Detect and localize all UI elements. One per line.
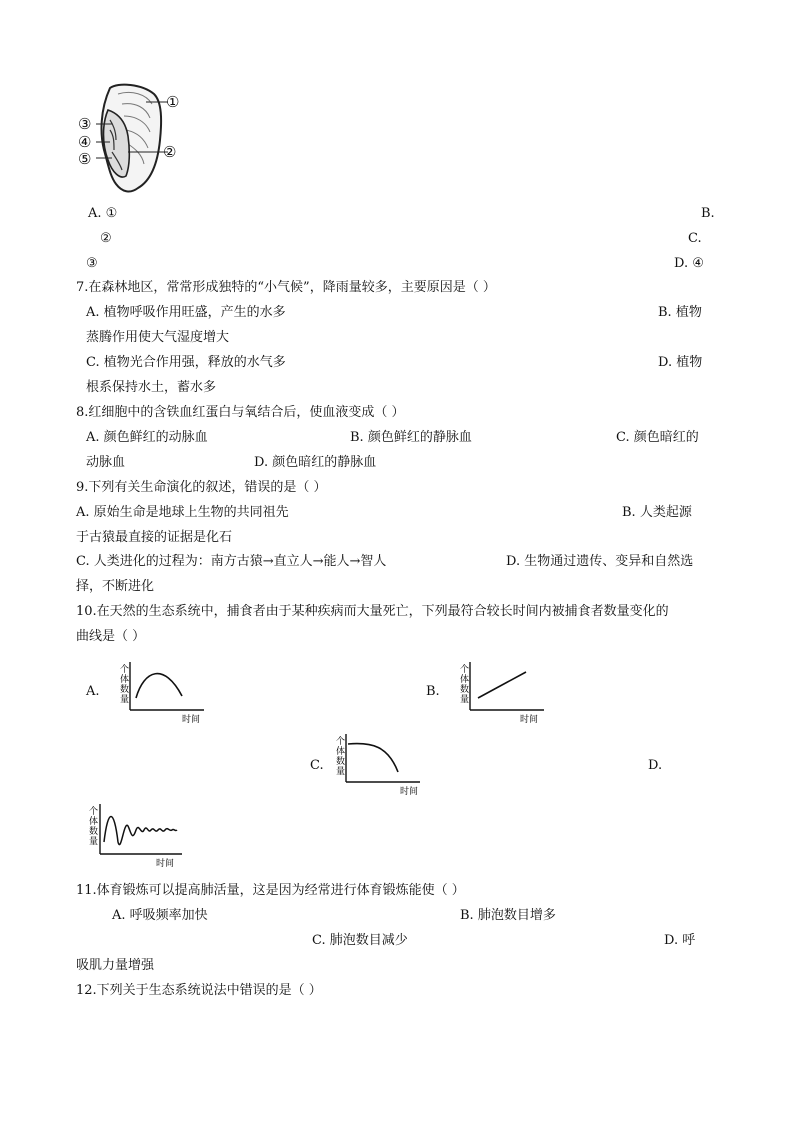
graph-d-y-2: 体 (89, 817, 99, 827)
q7-option-b: B. 植物 (658, 305, 702, 320)
q10-graph-d (80, 802, 190, 872)
q10-stem-line2: 曲线是（ ） (76, 629, 146, 644)
q9-option-c: C. 人类进化的过程为：南方古猿→直立人→能人→智人 (76, 554, 387, 569)
q6-option-b-label: B. (701, 206, 715, 221)
graph-b-y-4: 量 (460, 695, 470, 705)
graph-d-x-label: 时间 (156, 859, 175, 869)
q9-option-d-continued: 择，不断进化 (76, 579, 155, 594)
q8-option-b: B. 颜色鲜红的静脉血 (350, 430, 472, 445)
q6-option-c-value: ③ (86, 256, 98, 271)
figure-label-5: ⑤ (78, 150, 92, 168)
q8-option-a: A. 颜色鲜红的动脉血 (86, 430, 208, 445)
graph-c-y-2: 体 (336, 747, 346, 757)
q10-option-c-label: C. (310, 758, 324, 773)
q9-option-a: A. 原始生命是地球上生物的共同祖先 (76, 505, 289, 520)
graph-d-y-1: 个 (89, 807, 99, 817)
q10-graph-a (112, 660, 212, 728)
q9-option-b-continued: 于古猿最直接的证据是化石 (76, 530, 233, 545)
q11-stem: 11.体育锻炼可以提高肺活量，这是因为经常进行体育锻炼能使（ ） (76, 883, 465, 898)
figure-label-1: ① (166, 93, 180, 111)
q10-option-b-label: B. (426, 684, 440, 699)
q8-option-c: C. 颜色暗红的 (616, 430, 699, 445)
graph-b-y-2: 体 (460, 675, 470, 685)
q10-graph-b (452, 660, 552, 728)
q7-option-d: D. 植物 (658, 355, 703, 370)
q11-option-d-continued: 吸肌力量增强 (76, 958, 155, 973)
graph-b-y-3: 数 (460, 685, 470, 695)
q6-option-c-label: C. (688, 231, 702, 246)
graph-a-x-label: 时间 (182, 715, 201, 725)
q6-option-d: D. ④ (674, 256, 704, 271)
q9-stem: 9.下列有关生命演化的叙述，错误的是（ ） (76, 480, 327, 495)
q7-stem: 7.在森林地区，常常形成独特的“小气候”，降雨量较多，主要原因是（ ） (76, 280, 496, 295)
graph-a-y-2: 体 (120, 675, 130, 685)
q7-option-b-continued: 蒸腾作用使大气湿度增大 (86, 330, 230, 345)
q11-option-c: C. 肺泡数目减少 (312, 933, 408, 948)
q9-option-b: B. 人类起源 (622, 505, 692, 520)
q8-stem: 8.红细胞中的含铁血红蛋白与氧结合后，使血液变成（ ） (76, 405, 405, 420)
graph-c-x-label: 时间 (400, 787, 419, 797)
figure-label-4: ④ (78, 133, 92, 151)
q7-option-a: A. 植物呼吸作用旺盛，产生的水多 (86, 305, 286, 320)
q6-option-b-value: ② (100, 231, 112, 246)
q7-option-d-continued: 根系保持水土，蓄水多 (86, 380, 217, 395)
figure-label-2: ② (163, 143, 177, 161)
graph-d-y-4: 量 (89, 837, 99, 847)
q11-option-b: B. 肺泡数目增多 (460, 908, 556, 923)
graph-a-y-4: 量 (120, 695, 130, 705)
figure-label-3: ③ (78, 115, 92, 133)
q12-stem: 12.下列关于生态系统说法中错误的是（ ） (76, 983, 322, 998)
graph-a-y-1: 个 (120, 665, 130, 675)
q9-option-d: D. 生物通过遗传、变异和自然选 (506, 554, 694, 569)
q10-stem-line1: 10.在天然的生态系统中，捕食者由于某种疾病而大量死亡，下列最符合较长时间内被捕食者数量变化的 (76, 604, 669, 619)
q6-option-a: A. ① (88, 206, 118, 221)
q10-option-a-label: A. (86, 684, 100, 699)
q8-option-c-continued: 动脉血 (86, 455, 126, 470)
graph-c-y-3: 数 (336, 757, 346, 767)
q11-option-a: A. 呼吸频率加快 (112, 908, 208, 923)
graph-c-y-1: 个 (336, 737, 346, 747)
q10-graph-c (328, 732, 428, 800)
q10-option-d-label: D. (648, 758, 663, 773)
q8-option-d: D. 颜色暗红的静脉血 (254, 455, 377, 470)
graph-b-y-1: 个 (460, 665, 470, 675)
graph-d-y-3: 数 (89, 827, 99, 837)
graph-a-y-3: 数 (120, 685, 130, 695)
graph-b-x-label: 时间 (520, 715, 539, 725)
q11-option-d: D. 呼 (664, 933, 696, 948)
graph-c-y-4: 量 (336, 767, 346, 777)
q7-option-c: C. 植物光合作用强，释放的水气多 (86, 355, 286, 370)
